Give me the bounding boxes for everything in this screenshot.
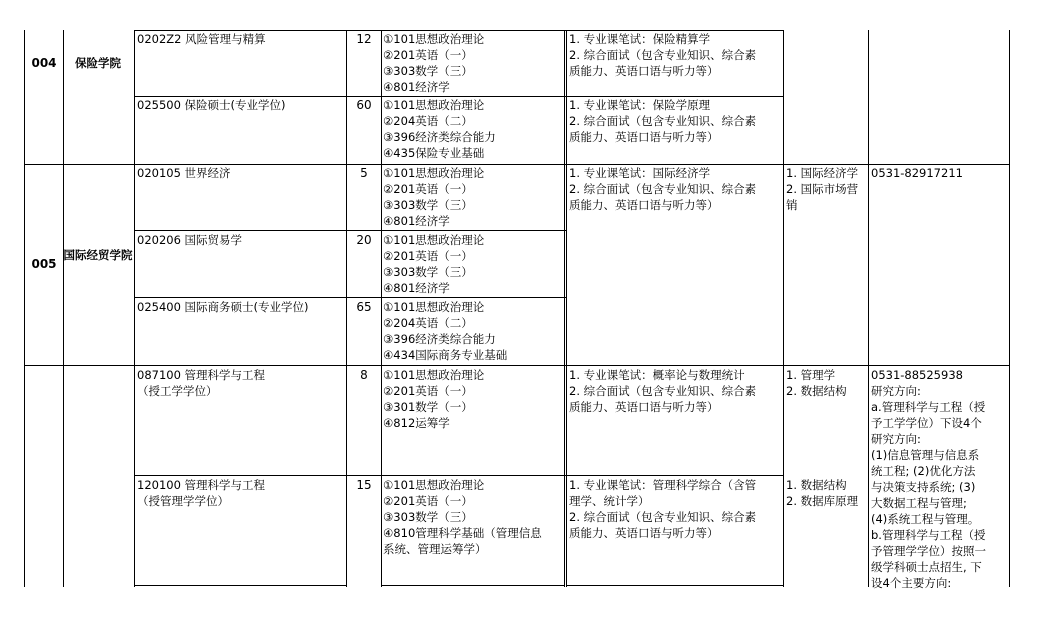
exam-subject: ④801经济学 [383,281,450,295]
contact-phone: 0531-88525938 [871,368,963,382]
major-name: 087100 管理科学与工程 [137,368,266,382]
extra-subject: 1. 国际经济学 [786,166,859,180]
grid-line [1009,30,1010,587]
retest-line: 2. 综合面试（包含专业知识、综合素 [569,510,757,524]
grid-line [566,585,783,586]
retest-line: 1. 专业课笔试：管理科学综合（含管 [569,478,757,492]
notes-line: (4)系统工程与管理。 [871,512,980,526]
quota: 8 [360,368,368,382]
retest-line: 2. 综合面试（包含专业知识、综合素 [569,182,757,196]
exam-subject: ②204英语（二） [383,114,473,128]
exam-subject: ③396经济类综合能力 [383,332,496,346]
retest-line: 质能力、英语口语与听力等） [569,198,719,212]
grid-line [868,30,869,587]
quota: 5 [360,166,368,180]
extra-subject: 1. 数据结构 [786,478,847,492]
exam-subject: ④434国际商务专业基础 [383,348,508,362]
major-name: 020105 世界经济 [137,166,231,180]
quota: 20 [356,233,372,247]
contact-phone: 0531-82917211 [871,166,963,180]
retest-line: 2. 综合面试（包含专业知识、综合素 [569,114,757,128]
grid-line [134,30,135,587]
retest-line: 1. 专业课笔试：概率论与数理统计 [569,368,745,382]
exam-subject: ①101思想政治理论 [383,368,485,382]
exam-subject: ①101思想政治理论 [383,98,485,112]
exam-subject: ①101思想政治理论 [383,166,485,180]
retest-line: 质能力、英语口语与听力等） [569,400,719,414]
exam-subject: ③303数学（三） [383,265,473,279]
retest-line: 2. 综合面试（包含专业知识、综合素 [569,48,757,62]
college-name: 保险学院 [75,56,121,70]
exam-subject: ②201英语（一） [383,48,473,62]
grid-line [134,297,566,298]
major-name: 0202Z2 风险管理与精算 [137,32,266,46]
major-degree-note: （授工学学位） [137,384,218,398]
grid-line [24,365,1009,366]
grid-line [134,475,784,476]
grid-line [564,30,565,587]
exam-subject: ②204英语（二） [383,316,473,330]
notes-line: b.管理科学与工程（授 [871,528,986,542]
grid-line [566,30,567,587]
exam-subject: ②201英语（一） [383,249,473,263]
notes-line: (1)信息管理与信息系 [871,448,980,462]
retest-line: 1. 专业课笔试：保险学原理 [569,98,711,112]
grid-line [381,585,564,586]
retest-line: 1. 专业课笔试：国际经济学 [569,166,711,180]
exam-subject: ①101思想政治理论 [383,233,485,247]
grid-line [783,30,784,587]
exam-subject: 系统、管理运筹学） [383,542,487,556]
retest-line: 质能力、英语口语与听力等） [569,64,719,78]
college-name: 国际经贸学院 [63,248,133,262]
extra-subject: 2. 国际市场营 [786,182,859,196]
grid-line [24,30,25,587]
quota: 65 [356,300,372,314]
quota: 12 [356,32,372,46]
notes-line: 级学科硕士点招生, 下 [871,560,982,574]
major-name: 025400 国际商务硕士(专业学位) [137,300,309,314]
exam-subject: ③303数学（三） [383,198,473,212]
notes-line: 研究方向: [871,432,921,446]
notes-line: 予工学学位）下设4个 [871,416,982,430]
grid-line [63,30,64,587]
exam-subject: ②201英语（一） [383,494,473,508]
retest-line: 1. 专业课笔试：保险精算学 [569,32,711,46]
notes-line: 予管理学学位）按照一 [871,544,986,558]
major-name: 025500 保险硕士(专业学位) [137,98,286,112]
exam-subject: ①101思想政治理论 [383,300,485,314]
exam-subject: ④810管理科学基础（管理信息 [383,526,542,540]
exam-subject: ①101思想政治理论 [383,478,485,492]
notes-line: 统工程; (2)优化方法 [871,464,976,478]
quota: 60 [356,98,372,112]
retest-line: 2. 综合面试（包含专业知识、综合素 [569,384,757,398]
notes-line: a.管理科学与工程（授 [871,400,986,414]
exam-subject: ④801经济学 [383,80,450,94]
extra-subject: 2. 数据结构 [786,384,847,398]
notes-line: 设4个主要方向: [871,576,952,590]
notes-line: 与决策支持系统; (3) [871,480,976,494]
retest-line: 理学、统计学） [569,494,650,508]
extra-subject: 1. 管理学 [786,368,836,382]
major-name: 120100 管理科学与工程 [137,478,266,492]
major-degree-note: （授管理学学位） [137,494,229,508]
grid-line [134,230,566,231]
exam-subject: ③301数学（一） [383,400,473,414]
retest-line: 质能力、英语口语与听力等） [569,130,719,144]
grid-line [134,585,346,586]
notes-line: 研究方向: [871,384,921,398]
major-name: 020206 国际贸易学 [137,233,243,247]
college-code: 005 [31,257,57,271]
notes-line: 大数据工程与管理; [871,496,967,510]
retest-line: 质能力、英语口语与听力等） [569,526,719,540]
quota: 15 [356,478,372,492]
exam-subject: ③303数学（三） [383,510,473,524]
exam-subject: ②201英语（一） [383,384,473,398]
exam-subject: ③396经济类综合能力 [383,130,496,144]
exam-subject: ④812运筹学 [383,416,450,430]
exam-subject: ①101思想政治理论 [383,32,485,46]
extra-subject: 销 [786,198,798,212]
exam-subject: ④435保险专业基础 [383,146,485,160]
extra-subject: 2. 数据库原理 [786,494,859,508]
college-code: 004 [31,56,57,70]
exam-subject: ③303数学（三） [383,64,473,78]
exam-subject: ②201英语（一） [383,182,473,196]
exam-subject: ④801经济学 [383,214,450,228]
